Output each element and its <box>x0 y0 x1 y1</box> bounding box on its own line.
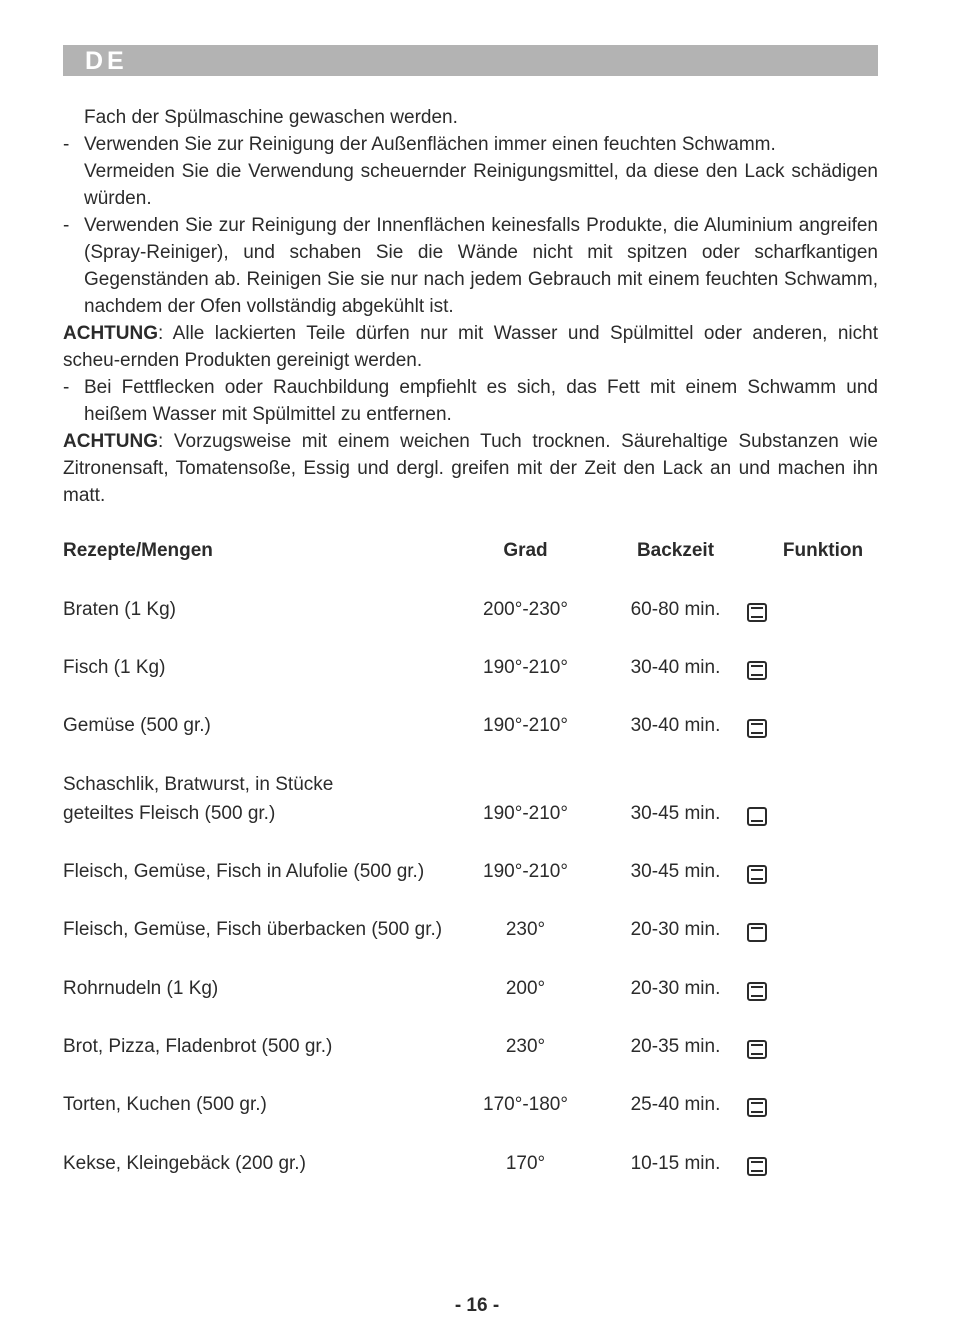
warning-text: : Vorzugsweise mit einem weichen Tuch trocknen. Säurehaltige Substanzen wie Zitronensaft, Tomatensoße, Essig und dergl. greifen mit der Zeit den Lack an und machen ihn matt. <box>63 431 878 506</box>
recipe-name: Rohrnudeln (1 Kg) <box>63 978 219 999</box>
header-function: Funktion <box>782 540 864 561</box>
bullet-text: Vermeiden Sie die Verwendung scheuernder Reinigungsmittel, da diese den Lack schädigen würden. <box>84 161 878 209</box>
oven-top-bottom-heat-icon <box>747 661 767 680</box>
bullet-dash: - <box>63 134 70 155</box>
recipe-degree: 190°-210° <box>483 861 568 882</box>
recipe-time: 20-35 min. <box>630 1036 721 1057</box>
recipe-name: Kekse, Kleingebäck (200 gr.) <box>63 1153 306 1174</box>
language-header-bar <box>63 45 878 76</box>
warning-paragraph <box>63 428 878 509</box>
bullet-grease-stains <box>63 374 878 428</box>
oven-top-bottom-heat-icon <box>747 1040 767 1059</box>
recipe-name: Schaschlik, Bratwurst, in Stücke <box>63 774 334 795</box>
cleaning-instructions <box>63 104 878 509</box>
recipe-name: Gemüse (500 gr.) <box>63 715 211 736</box>
recipe-degree: 170°-180° <box>483 1094 568 1115</box>
oven-top-bottom-heat-icon <box>747 865 767 884</box>
recipe-table-header <box>63 537 878 564</box>
bullet-dash: - <box>63 377 70 398</box>
recipe-time: 30-45 min. <box>630 803 721 824</box>
recipe-name-continued: geteiltes Fleisch (500 gr.) <box>63 803 276 824</box>
recipe-degree: 170° <box>505 1153 546 1174</box>
recipe-time: 30-40 min. <box>630 715 721 736</box>
bullet-text: Bei Fettflecken oder Rauchbildung empfiehlt es sich, das Fett mit einem Schwamm und heißem Wasser mit Spülmittel zu entfernen. <box>84 377 878 425</box>
recipe-degree: 200°-230° <box>483 599 568 620</box>
bullet-text: Verwenden Sie zur Reinigung der Außenflächen immer einen feuchten Schwamm. <box>84 134 776 155</box>
recipe-time: 30-45 min. <box>630 861 721 882</box>
bullet-text: Verwenden Sie zur Reinigung der Innenflächen keinesfalls Produkte, die Aluminium angreifen (Spray-Reiniger), und schaben Sie die Wände nicht mit spitzen oder scharfkantigen Gegenständen ab. Reinigen Sie sie nur nach jedem Gebrauch mit einem feuchten Schwamm, nachdem der Ofen vollständig abgekühlt ist. <box>84 215 878 317</box>
oven-top-bottom-heat-icon <box>747 1157 767 1176</box>
oven-top-heat-icon <box>747 923 767 942</box>
recipe-time: 10-15 min. <box>630 1153 721 1174</box>
oven-top-bottom-heat-icon <box>747 719 767 738</box>
oven-top-bottom-heat-icon <box>747 1098 767 1117</box>
recipe-degree: 200° <box>505 978 546 999</box>
recipe-name: Fleisch, Gemüse, Fisch in Alufolie (500 gr.) <box>63 861 425 882</box>
recipe-name: Torten, Kuchen (500 gr.) <box>63 1094 267 1115</box>
header-recipes: Rezepte/Mengen <box>63 540 213 561</box>
recipe-degree: 190°-210° <box>483 657 568 678</box>
recipe-time: 60-80 min. <box>630 599 721 620</box>
paragraph-continuation: Fach der Spülmaschine gewaschen werden. <box>84 107 458 128</box>
recipe-degree: 190°-210° <box>483 715 568 736</box>
bullet-exterior-cleaning <box>63 131 878 212</box>
header-baking-time: Backzeit <box>636 540 715 561</box>
language-code: DE <box>85 47 128 75</box>
table-row <box>63 771 878 798</box>
page-number: - 16 - <box>454 1295 500 1316</box>
recipe-name: Brot, Pizza, Fladenbrot (500 gr.) <box>63 1036 333 1057</box>
warning-label: ACHTUNG <box>63 323 158 344</box>
bullet-dash: - <box>63 215 70 236</box>
recipe-name: Fleisch, Gemüse, Fisch überbacken (500 gr.) <box>63 919 443 940</box>
recipe-time: 30-40 min. <box>630 657 721 678</box>
recipe-degree: 190°-210° <box>483 803 568 824</box>
recipe-degree: 230° <box>505 1036 546 1057</box>
recipe-degree: 230° <box>505 919 546 940</box>
recipe-time: 20-30 min. <box>630 919 721 940</box>
warning-paragraph <box>63 320 878 374</box>
oven-top-bottom-heat-icon <box>747 982 767 1001</box>
warning-text: : Alle lackierten Teile dürfen nur mit Wasser und Spülmittel oder anderen, nicht scheu-ernden Produkten gereinigt werden. <box>63 323 878 371</box>
oven-top-bottom-heat-icon <box>747 603 767 622</box>
recipe-time: 20-30 min. <box>630 978 721 999</box>
recipe-time: 25-40 min. <box>630 1094 721 1115</box>
warning-label: ACHTUNG <box>63 431 158 452</box>
bullet-interior-cleaning <box>63 212 878 320</box>
oven-bottom-heat-icon <box>747 807 767 826</box>
recipe-name: Fisch (1 Kg) <box>63 657 166 678</box>
header-degree: Grad <box>503 540 548 561</box>
recipe-name: Braten (1 Kg) <box>63 599 176 620</box>
